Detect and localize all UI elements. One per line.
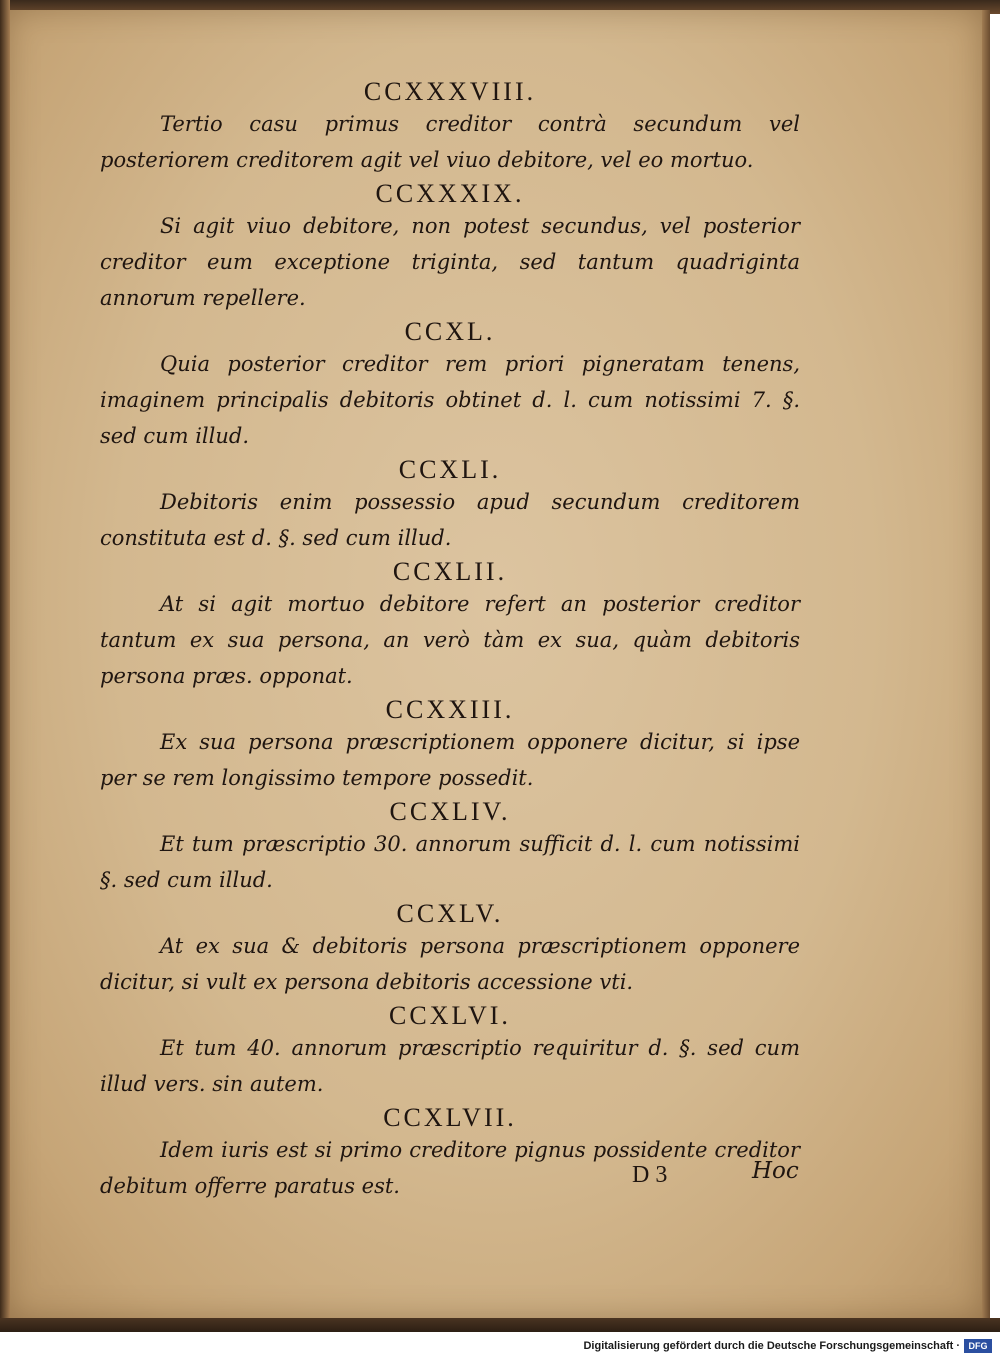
section-text: Quia posterior creditor rem priori pigneratam tenens, imaginem principalis debitoris obtinet d. l. cum notissimi 7. §. sed cum illud. <box>100 352 800 448</box>
catchword: Hoc <box>752 1158 799 1184</box>
dfg-logo: DFG <box>964 1339 992 1353</box>
section-text: Et tum præscriptio 30. annorum sufficit d. l. cum notissimi §. sed cum illud. <box>100 832 800 892</box>
footer-credit: Digitalisierung gefördert durch die Deutsche Forschungsgemeinschaft · <box>583 1340 960 1352</box>
section-heading: CCXLV. <box>396 899 504 928</box>
section-heading: CCXLVI. <box>389 1001 511 1030</box>
section-text: Et tum 40. annorum præscriptio requiritur d. §. sed cum illud vers. sin autem. <box>100 1036 800 1096</box>
section-heading: CCXLI. <box>398 455 502 484</box>
section-text: At si agit mortuo debitore refert an posterior creditor tantum ex sua persona, an verò tàm ex sua, quàm debitoris persona præs. opponat. <box>100 592 800 688</box>
section-heading: CCXLII. <box>392 557 508 586</box>
section-text: Debitoris enim possessio apud secundum creditorem constituta est d. §. sed cum illud. <box>100 490 800 550</box>
section-heading: CCXXIII. <box>385 695 515 724</box>
section-heading: CCXL. <box>404 317 496 346</box>
section-heading: CCXXXIX. <box>375 179 525 208</box>
section-text: At ex sua & debitoris persona præscriptionem opponere dicitur, si vult ex persona debitoris accessione vti. <box>100 934 800 994</box>
section-text: Si agit viuo debitore, non potest secundus, vel posterior creditor eum exceptione triginta, sed tantum quadriginta annorum repellere. <box>100 214 800 310</box>
page-edge <box>982 10 990 1318</box>
scan-border-left <box>0 0 10 1322</box>
signature-mark: D 3 <box>632 1162 668 1188</box>
section-heading: CCXLIV. <box>389 797 511 826</box>
section-text: Ex sua persona præscriptionem opponere dicitur, si ipse per se rem longissimo tempore possedit. <box>100 730 800 790</box>
section-text: Idem iuris est si primo creditore pignus possidente creditor debitum offerre paratus est. <box>100 1138 800 1198</box>
scan-border-bottom <box>0 1318 1000 1332</box>
section-text: Tertio casu primus creditor contrà secundum vel posteriorem creditorem agit vel viuo debitore, vel eo mortuo. <box>100 112 800 172</box>
section-heading: CCXLVII. <box>383 1103 517 1132</box>
page-text <box>100 78 800 1206</box>
section-heading: CCXXXVIII. <box>363 77 537 106</box>
